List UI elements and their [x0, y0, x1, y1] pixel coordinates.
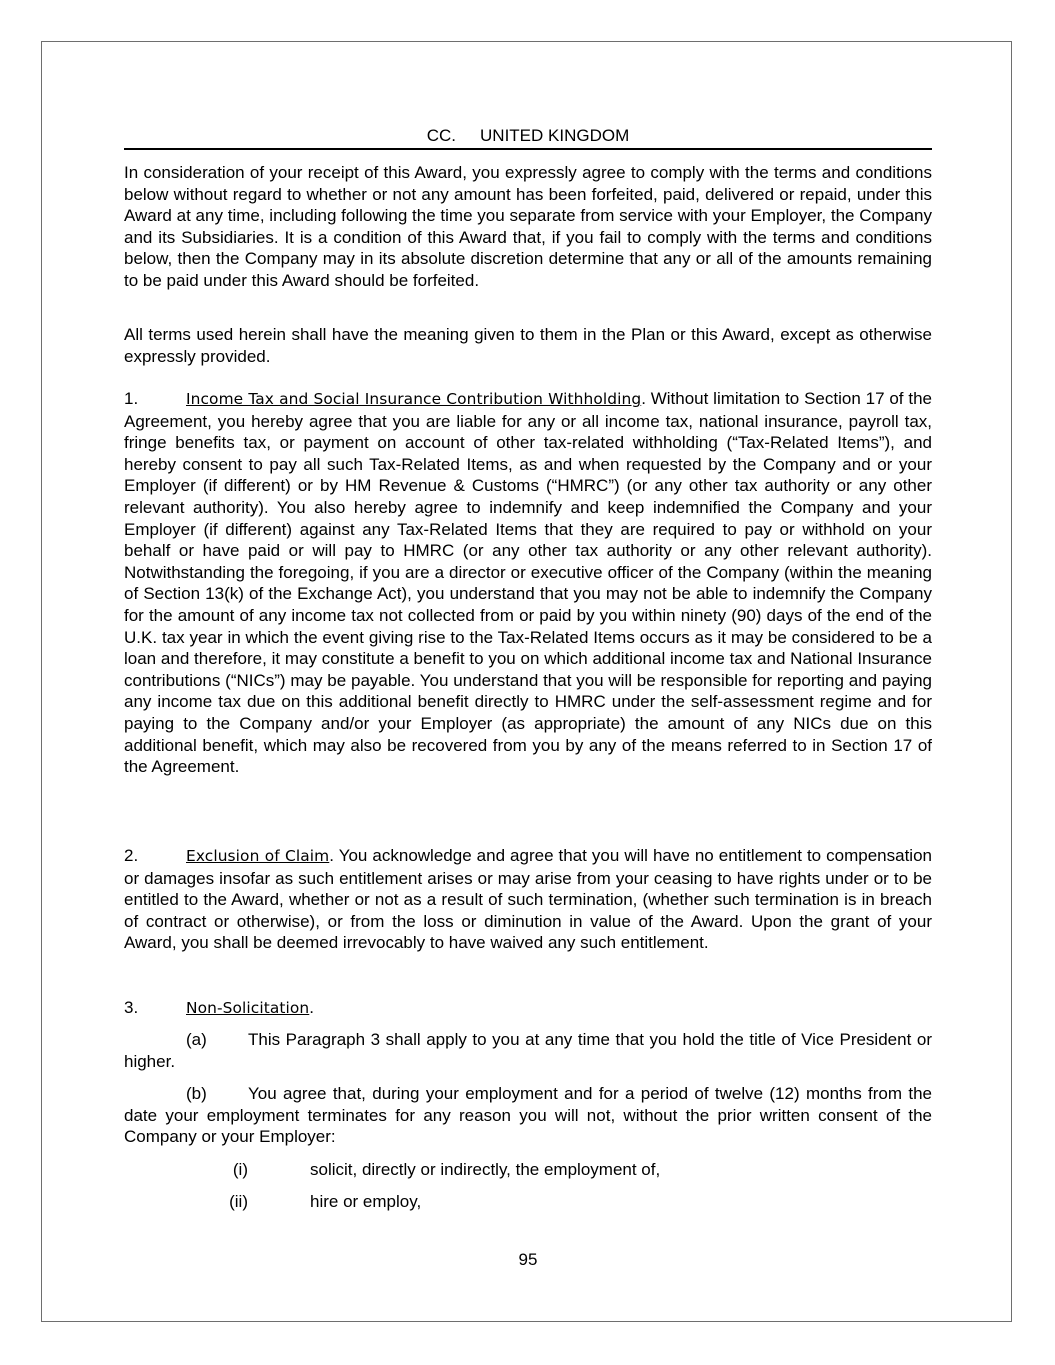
section-1-body: . Without limitation to Section 17 of the Agreement, you hereby agree that you are liable for any or all income tax, national insurance, payroll tax, fringe benefits tax, or payment on account of other tax-related withholding (“Tax-Related Items”), and hereby consent to pay all such Tax-Related Items, as and when requested by the Company and or your Employer (if different) or by HM Revenue & Customs (“HMRC”) (or any other tax authority or any other relevant authority). You also hereby agree to indemnify and keep indemnified the Company and your Employer (if different) against any Tax-Related Items that they are required to pay or withhold on your behalf or have paid or will pay to HMRC (or any other tax authority or any other relevant authority). Notwithstanding the foregoing, if you are a director or executive officer of the Company (within the meaning of Section 13(k) of the Exchange Act), you understand that you may not be able to indemnify the Company for the amount of any income tax not collected from or paid by you within ninety (90) days of the end of the U.K. tax year in which the event giving rise to the Tax-Related Items occurs as it may be considered to be a loan and therefore, it may constitute a benefit to you on which additional income tax and National Insurance contributions (“NICs”) may be payable. You understand that you will be responsible for reporting and paying any income tax due on this additional benefit directly to HMRC under the self-assessment regime and for paying to the Company and/or your Employer (as appropriate) the amount of any NICs due on this additional benefit, which may also be recovered from you by any of the means referred to in Section 17 of the Agreement.	[124, 389, 932, 777]
list-item	[124, 1159, 932, 1181]
list-item-label: (ii)	[229, 1192, 248, 1211]
list-item-text: solicit, directly or indirectly, the employment of,	[310, 1160, 661, 1179]
document-page	[41, 41, 1012, 1322]
section-2-paragraph	[124, 845, 932, 954]
section-1-title: Income Tax and Social Insurance Contribution Withholding	[186, 390, 642, 408]
subparagraph-b-label: (b)	[186, 1084, 207, 1103]
subparagraph-b-text: You agree that, during your employment and for a period of twelve (12) months from the date your employment terminates for any reason you will not, without the prior written consent of the Company or your Employer:	[124, 1084, 932, 1147]
section-3-number: 3.	[124, 998, 139, 1017]
section-2-title: Exclusion of Claim	[186, 847, 330, 865]
page-number: 95	[518, 1250, 538, 1269]
subparagraph-a	[124, 1029, 932, 1072]
subparagraph-a-label: (a)	[186, 1030, 207, 1049]
subparagraph-b	[124, 1083, 932, 1148]
list-item-label: (i)	[232, 1160, 248, 1179]
terms-paragraph: All terms used herein shall have the meaning given to them in the Plan or this Award, except as otherwise expressly provided.	[124, 325, 932, 366]
section-3-body: .	[309, 998, 314, 1017]
section-2-body: . You acknowledge and agree that you will have no entitlement to compensation or damages insofar as such entitlement arises or may arise from your ceasing to have rights under or to be entitled to the Award, whether or not as a result of such termination, (whether such termination is in breach of contract or otherwise), or from the loss or diminution in value of the Award. Upon the grant of your Award, you shall be deemed irrevocably to have waived any such entitlement.	[124, 846, 932, 953]
section-heading	[124, 125, 932, 150]
section-2-number: 2.	[124, 846, 139, 865]
section-3-heading	[124, 997, 932, 1020]
heading-number: CC.	[426, 126, 457, 145]
section-3-title: Non-Solicitation	[186, 999, 310, 1017]
heading-title: UNITED KINGDOM	[480, 126, 630, 145]
section-1-paragraph	[124, 388, 932, 778]
subparagraph-a-text: This Paragraph 3 shall apply to you at any time that you hold the title of Vice President or higher.	[124, 1030, 932, 1071]
intro-paragraph: In consideration of your receipt of this Award, you expressly agree to comply with the terms and conditions below without regard to whether or not any amount has been forfeited, paid, delivered or repaid, under this Award at any time, including following the time you separate from service with your Employer, the Company and its Subsidiaries. It is a condition of this Award that, if you fail to comply with the terms and conditions below, then the Company may in its absolute discretion determine that any or all of the amounts remaining to be paid under this Award should be forfeited.	[124, 163, 932, 290]
list-item-text: hire or employ,	[310, 1192, 422, 1211]
list-item	[124, 1191, 932, 1213]
section-1-number: 1.	[124, 389, 139, 408]
